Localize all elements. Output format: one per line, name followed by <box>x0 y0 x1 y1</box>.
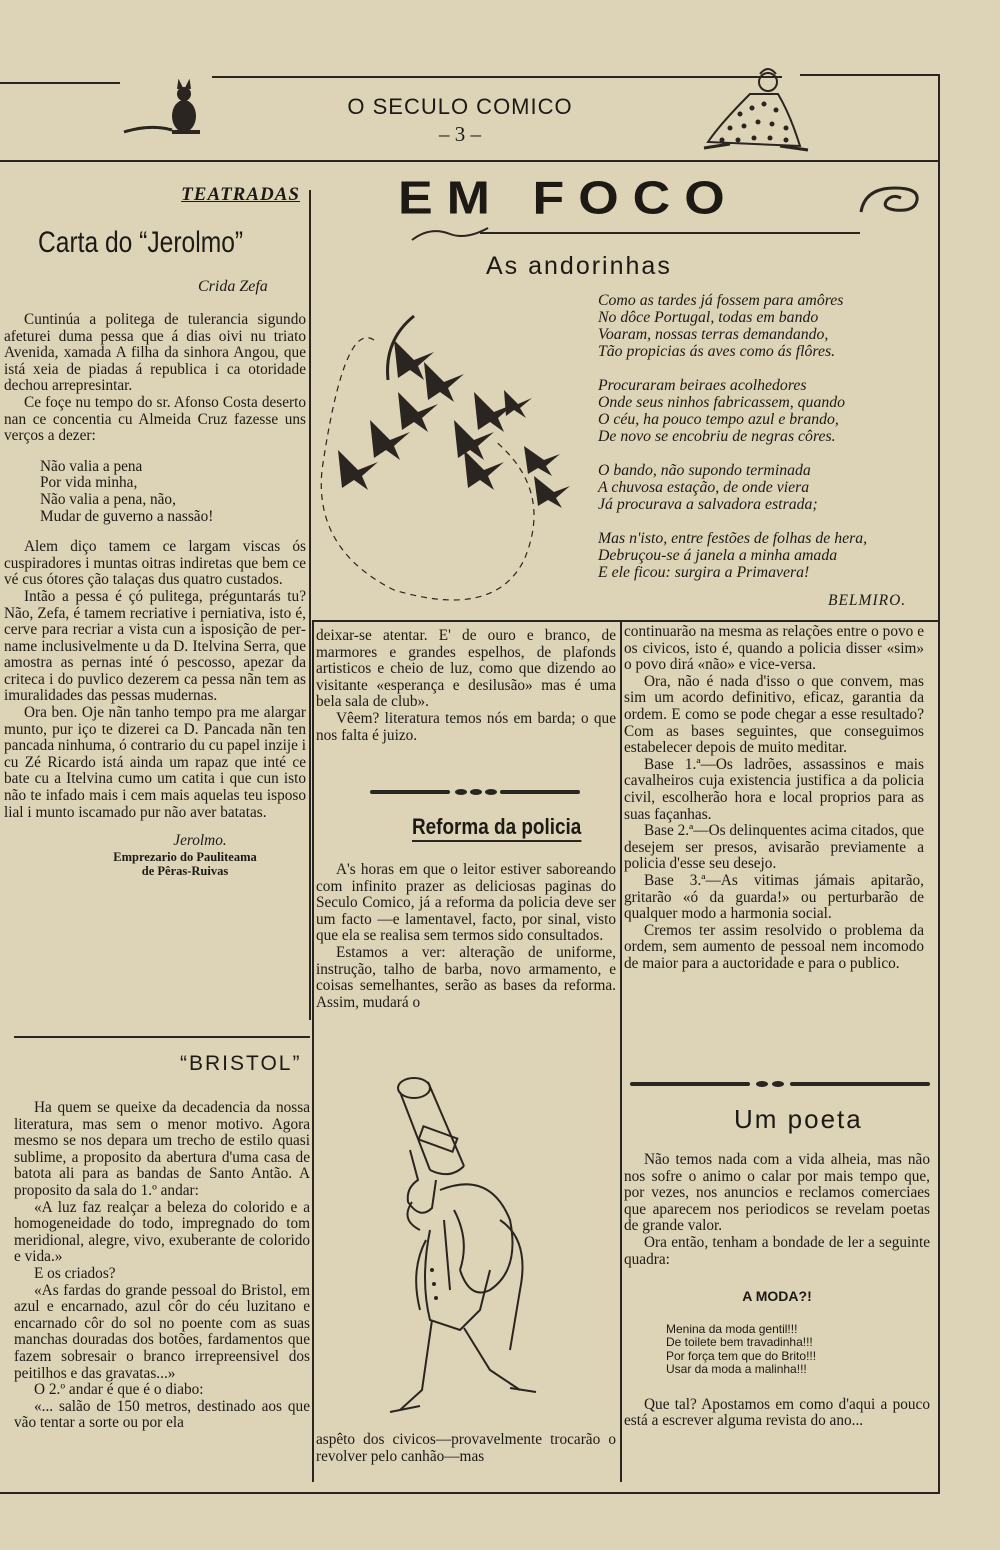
teatradas-para-5: Ora ben. Oje nãn tanho tempo pra me alargar munto, pur iço te dizerei ca D. Pancada nãn ten pancada ninhuma, ó contrario du cu papel inzije i cu Zé Ricardo istá ainda um rapaz que inté ce bate cu a Itelvina cumo um catita i que cun isto não te infado mais i cem mais aquelas teu isposo lial i munto iscamado pur não aver batatas. <box>4 704 307 821</box>
poem-line: O céu, ha pouco tempo azul e brando, <box>598 411 839 428</box>
reforma-col3-para-5: Base 3.ª—As vitimas jámais apitarão, gritarão «ó da guarda!» ou perturbarão de qualquer modo a harmonia social. <box>624 871 924 923</box>
signature-line-2: de Pêras-Ruivas <box>141 863 229 878</box>
poem-line: Debruçou-se á janela a minha amada <box>598 547 838 564</box>
bristol-cont-para-2: Vêem? literatura temos nós em barda; o que nos falta é juizo. <box>316 709 616 744</box>
teatradas-para-4: Intão a pessa é çó pulitega, préguntarás tu? Não, Zefa, é tamem recriative i perniativa, isto é, cerve para recriar a vista cun a isposição de pername inclusivelmente u da D. Itelvina Serra, que amostra as pernas inté ó pescosso, apezar da criteca i do puvlico dezerem ca pessa nãn tem as imuralidades das pessas mudernas. <box>4 587 306 705</box>
teatradas-body <box>4 312 306 878</box>
poem-line: O bando, não supondo terminada <box>598 462 811 479</box>
policeman-cannon-illustration <box>360 1070 570 1430</box>
bristol-para-5: O 2.º andar é que é o diabo: <box>34 1381 204 1399</box>
andorinhas-subtitle: As andorinhas <box>486 252 672 280</box>
poem-line: Como as tardes já fossem para amôres <box>598 292 844 309</box>
reforma-col3-para-3: Base 1.ª—Os ladrões, assassinos e mais cavalheiros cuja existencia justifica a da policia civil, escolherão hora e local proprios para as suas façanhas. <box>624 755 924 823</box>
poem-line: Já procurava a salvadora estrada; <box>598 496 818 513</box>
bristol-para-6: «... salão de 150 metros, destinado aos que vão tentar a sorte ou por ela <box>14 1397 310 1432</box>
reforma-bottom <box>316 1432 616 1465</box>
teatradas-para-1: Cuntinúa a politega de tulerancia sigundo afeturei duma pessa que á dias oivi nu triato Avenida, xamada A filha da sinhora Angou, que istá xeia de piadas á republica i ca otoridade dechou arrepresintar. <box>4 311 306 395</box>
dotted-figure-illustration <box>700 64 810 154</box>
poem-author: BELMIRO. <box>828 592 907 609</box>
verse-line: Não valia a pena, não, <box>40 490 176 508</box>
quadra-line: Por força tem que do Brito!!! <box>666 1348 817 1363</box>
reforma-body <box>316 862 616 1011</box>
poem-line: No dôce Portugal, todas em bando <box>598 309 819 326</box>
teatradas-para-2: Ce foçe nu tempo do sr. Afonso Costa deserto nan ce concentia cu Almeida Cruz fazesse uns verços a dezer: <box>4 393 306 445</box>
quadra-line: Menina da moda gentil!!! <box>666 1321 798 1336</box>
quadra-line: Usar da moda a malinha!!! <box>666 1362 807 1377</box>
poem-line: A chuvosa estação, de onde viera <box>598 479 810 496</box>
bristol-continuation <box>316 628 616 744</box>
bristol-para-4: «As fardas do grande pessoal do Bristol, em azul e encarnado, azul côr do céu luzitano e encarnado côr do sol no poente com as suas manchas douradas dos botões, fardamentos que fazem sobresair o branco irrepreensivel dos peitilhos e das gravatas...» <box>14 1281 310 1382</box>
teatradas-heading: TEATRADAS <box>181 184 300 205</box>
poem-line: De novo se encobriu de negras côres. <box>598 428 836 445</box>
swallows-illustration <box>314 300 604 620</box>
signature-line-1: Emprezario do Pauliteama <box>113 849 257 864</box>
bristol-body <box>14 1100 310 1432</box>
bristol-para-1: Ha quem se queixe da decadencia da nossa literatura, mas sem o menor motivo. Agora mesmo se nos depara um trecho de estilo quasi sublime, a proposito da abertura d'uma casa de batota ali para as bandas de Santo Antão. A proposito da sala do 1.º andar: <box>14 1099 310 1199</box>
poeta-para-2: Ora então, tenham a bondade de ler a seguinte quadra: <box>624 1233 930 1268</box>
cat-illustration <box>120 74 210 140</box>
reforma-col3-para-2: Ora, não é nada d'isso o que convem, mas sim um acordo definitivo, eficaz, garantia da ordem. E como se pode chegar a esse resultado? Com as bases seguintes, que conseguimos estabelecer depois de muito meditar. <box>624 672 924 757</box>
bristol-para-2: «A luz faz realçar a beleza do colorido e a homogeneidade do todo, impregnado do tom meridional, alegre, vivo, exuberante de colorido e vida.» <box>14 1198 310 1266</box>
reforma-heading: Reforma da policia <box>412 814 581 842</box>
reforma-col3-para-6: Cremos ter assim resolvido o problema da ordem, sem aumento de pessoal nem incomodo de maior para a auctoridade e para o publico. <box>624 921 924 972</box>
em-foco-title: EM FOCO <box>398 171 739 225</box>
poem-line: E ele ficou: surgira a Primavera! <box>598 564 810 581</box>
salutation: Crida Zefa <box>198 278 268 295</box>
poem-line: Onde seus ninhos fabricassem, quando <box>598 394 846 411</box>
page-number: – 3 – <box>439 122 481 146</box>
carta-title: Carta do “Jerolmo” <box>38 226 244 259</box>
masthead-title: O SECULO COMICO <box>347 94 573 119</box>
signature: Jerolmo. <box>173 832 227 850</box>
reforma-continuation <box>624 624 924 972</box>
bristol-para-3: E os criados? <box>34 1264 116 1282</box>
poeta-para-3: Que tal? Apostamos em como d'aqui a pouco está a escrever alguma revista do ano... <box>624 1395 930 1430</box>
poem-line: Tão propicias ás aves como ás flôres. <box>598 343 836 360</box>
reforma-para-1: A's horas em que o leitor estiver saboreando com infinito prazer as deliciosas paginas do Seculo Comico, já a reforma da policia deve ser um facto —e lamentavel, facto, por sinal, visto que ela se realisa sem termos sido consultados. <box>316 861 616 945</box>
bristol-cont-para: deixar-se atentar. E' de ouro e branco, de marmores e grandes espelhos, de plafonds artisticos e cheio de luz, como que dizendo ao visitante «esperança e desilusão» mas é uma bela sala de club». <box>316 627 616 711</box>
poeta-para-1: Não temos nada com a vida alheia, mas não nos sofre o animo o calar por mais tempo que, por vezes, nos anuncios e reclamos comerciaes que aparecem nos periodicos se revelam poetas de grande valor. <box>624 1151 930 1235</box>
poem-line: Voaram, nossas terras demandando, <box>598 326 829 343</box>
verse-line: Mudar de guverno a nassão! <box>40 507 214 525</box>
swirl-ornament-icon <box>855 180 925 220</box>
teatradas-verse <box>40 459 306 525</box>
reforma-col3-para-4: Base 2.ª—Os delinquentes acima citados, que desejem ser presos, avisarão previamente a policia d'esse seu desejo. <box>624 822 924 873</box>
wave-ornament-icon <box>410 222 490 246</box>
verse-line: Não valia a pena <box>40 457 143 475</box>
poeta-heading: Um poeta <box>734 1104 863 1134</box>
reforma-bottom-para: aspêto dos civicos—provavelmente trocarão o revolver pelo canhão—mas <box>316 1431 616 1465</box>
quadra <box>624 1323 930 1377</box>
verse-line: Por vida minha, <box>40 474 138 492</box>
poeta-body <box>624 1152 930 1430</box>
bristol-heading: “BRISTOL” <box>180 1052 302 1075</box>
andorinhas-poem <box>598 292 938 581</box>
reforma-col3-para-1: continuarão na mesma as relações entre o povo e os civicos, isto é, quando a policia disser «sim» o povo dirá «não» e vice-versa. <box>624 623 924 674</box>
quadra-title: A MODA?! <box>742 1288 812 1305</box>
teatradas-para-3: Alem diço tamem ce largam viscas ós cuspiradores i muntas oitras indiretas que bem ce vé cus ótores ção talaças dus quatro custados. <box>4 538 306 589</box>
poem-line: Mas n'isto, entre festões de folhas de hera, <box>598 530 868 547</box>
reforma-para-2: Estamos a ver: alteração de uniforme, instrução, talho de barba, novo armamento, e coisas semelhantes, serão as bases da reforma. Assim, mudará o <box>316 943 616 1011</box>
poem-line: Procuraram beiraes acolhedores <box>598 377 807 394</box>
quadra-line: De toilete bem travadinha!!! <box>666 1335 813 1350</box>
